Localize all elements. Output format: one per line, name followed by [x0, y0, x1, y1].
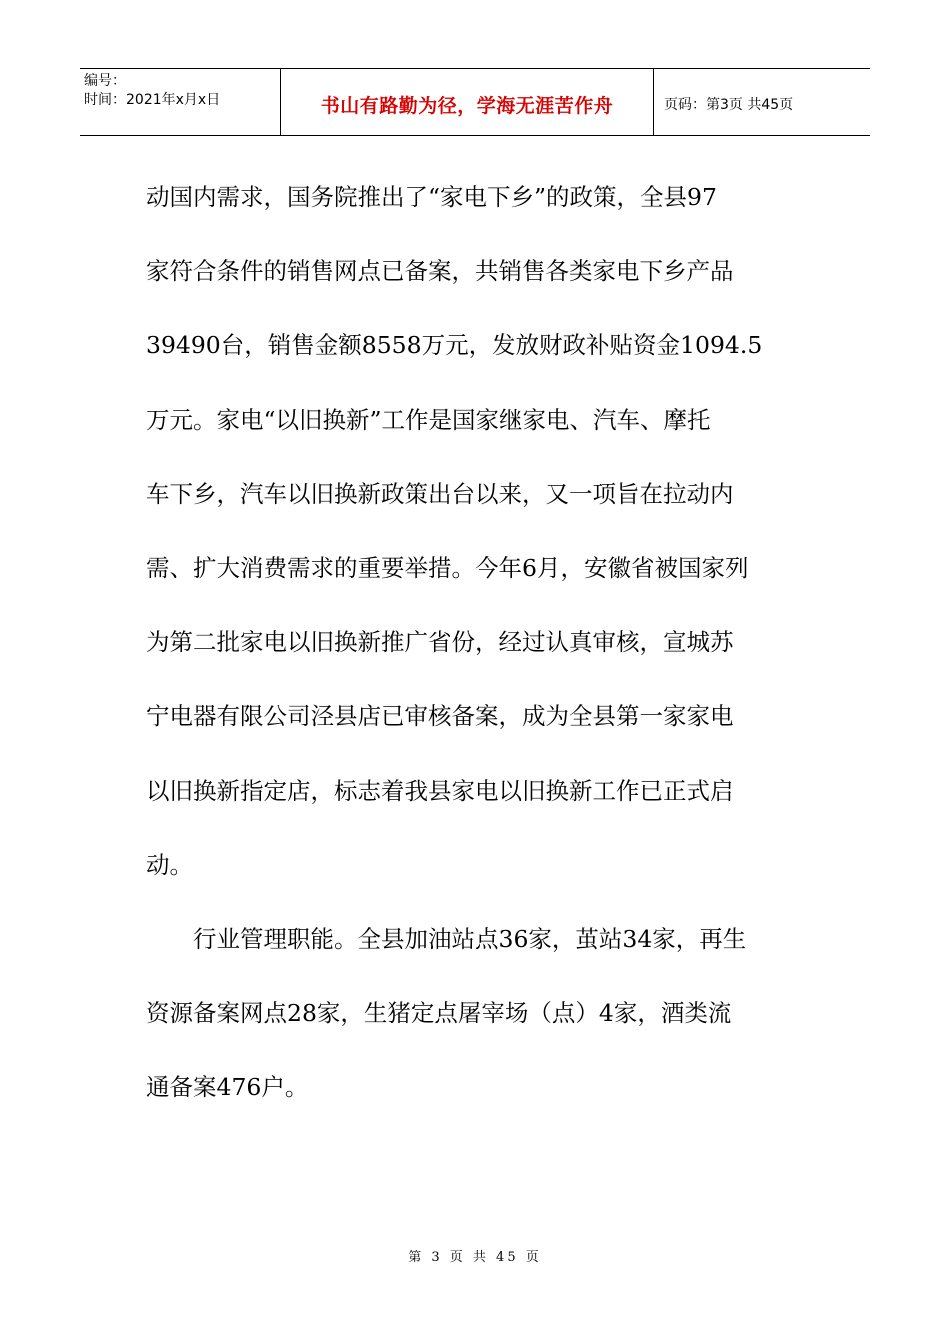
- body-line: 家符合条件的销售网点已备案，共销售各类家电下乡产品: [146, 257, 734, 286]
- body-line: 以旧换新指定店，标志着我县家电以旧换新工作已正式启: [146, 776, 734, 805]
- document-body: [146, 160, 806, 1125]
- body-line: 动。: [146, 850, 193, 879]
- body-line: 万元。家电“以旧换新”工作是国家继家电、汽车、摩托: [146, 405, 711, 434]
- body-line: 宁电器有限公司泾县店已审核备案，成为全县第一家家电: [146, 702, 734, 731]
- header-page-info: 页码：第3页 共45页: [664, 97, 794, 113]
- document-time-label: 时间：2021年x月x日: [84, 92, 221, 108]
- body-line: 行业管理职能。全县加油站点36家，茧站34家，再生: [193, 925, 747, 954]
- body-line: 动国内需求，国务院推出了“家电下乡”的政策，全县97: [146, 183, 717, 211]
- body-line: 39490台，销售金额8558万元，发放财政补贴资金1094.5: [146, 331, 763, 360]
- body-line: 为第二批家电以旧换新推广省份，经过认真审核，宣城苏: [146, 628, 734, 657]
- document-number-label: 编号：: [84, 73, 126, 89]
- document-header: [80, 68, 870, 136]
- body-line: 需、扩大消费需求的重要举措。今年6月，安徽省被国家列: [146, 554, 749, 583]
- page-footer: 第 3 页 共 45 页: [408, 1250, 542, 1265]
- body-line: 通备案476户。: [146, 1073, 309, 1102]
- header-motto: 书山有路勤为径，学海无涯苦作舟: [320, 94, 614, 117]
- body-line: 车下乡，汽车以旧换新政策出台以来，又一项旨在拉动内: [146, 479, 734, 508]
- header-motto-cell: [281, 69, 654, 135]
- header-meta-cell: [80, 69, 281, 135]
- header-page-cell: [654, 69, 870, 135]
- body-line: 资源备案网点28家，生猪定点屠宰场（点）4家，酒类流: [146, 999, 732, 1028]
